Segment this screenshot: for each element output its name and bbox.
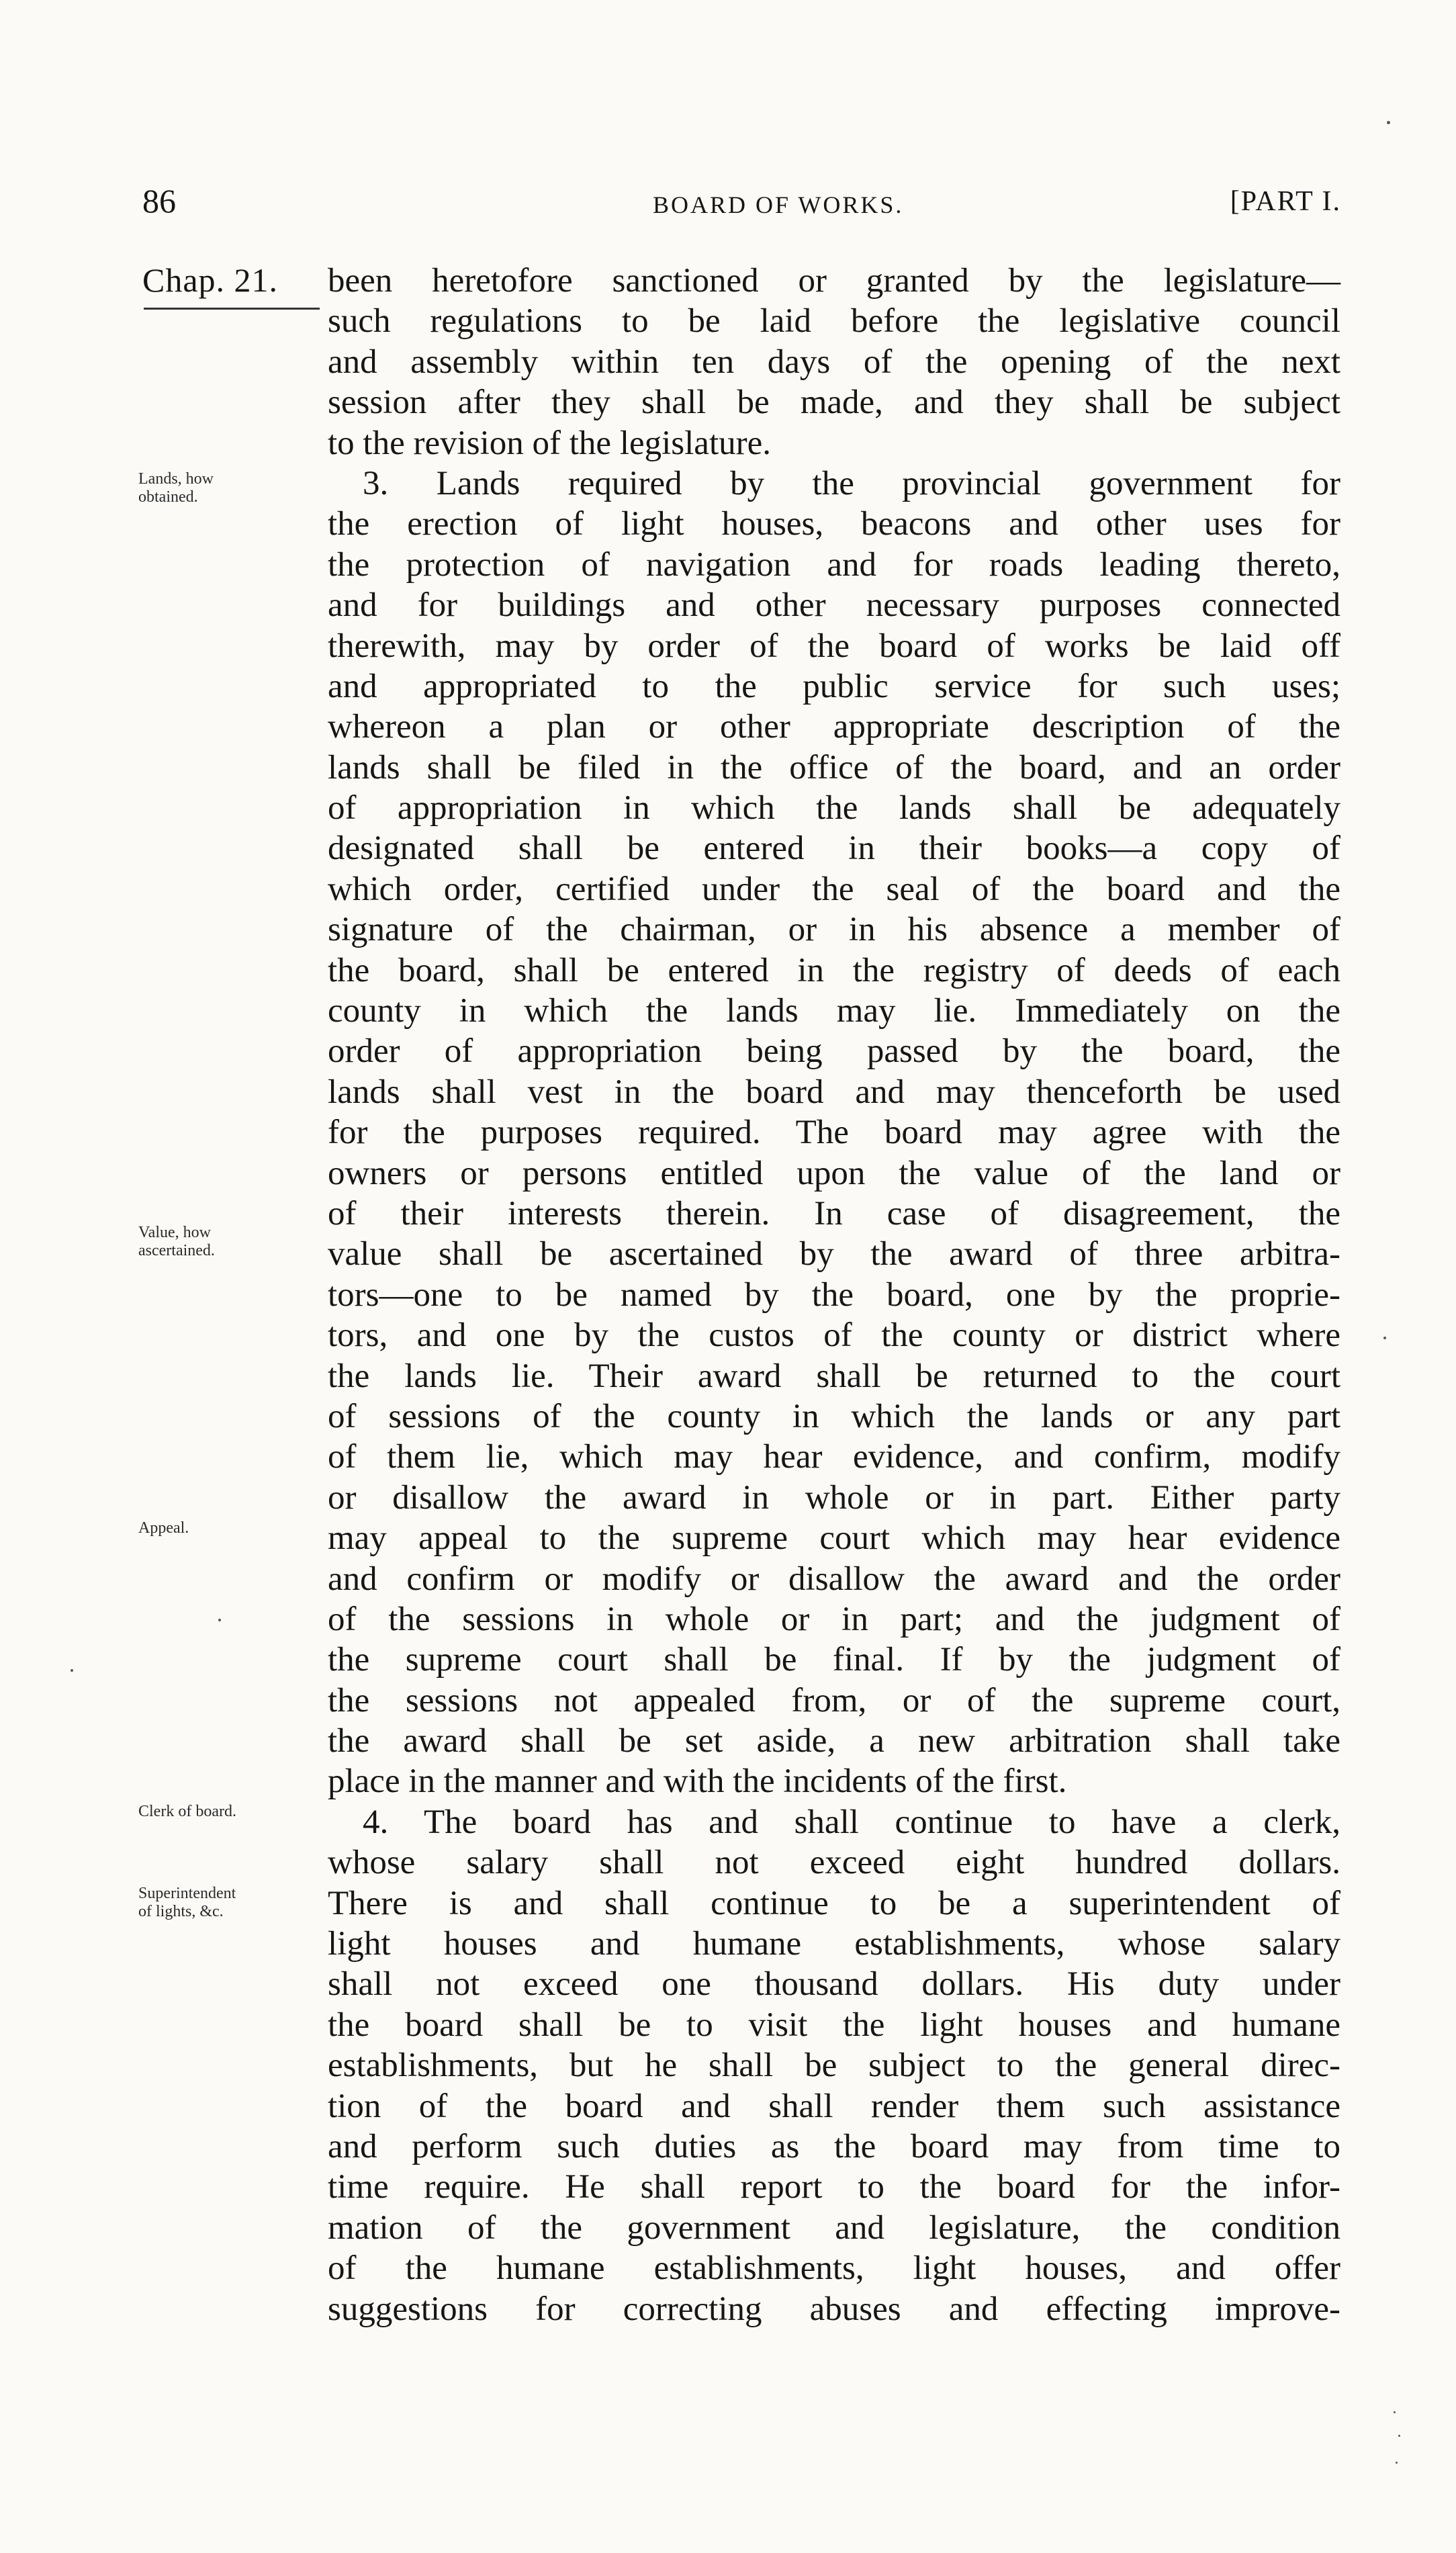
margin-note-superintendent bbox=[138, 1885, 320, 1921]
text-line: been heretofore sanctioned or granted by the legislature— bbox=[328, 262, 1340, 300]
margin-note-line: of lights, &c. bbox=[138, 1903, 224, 1920]
text-line: of sessions of the county in which the lands or any part bbox=[328, 1397, 1340, 1435]
scan-speck bbox=[1396, 2462, 1398, 2464]
scan-speck bbox=[1383, 1337, 1386, 1339]
margin-note-appeal bbox=[138, 1519, 320, 1537]
chapter-label: Chap. 21. bbox=[142, 261, 279, 299]
text-line: or disallow the award in whole or in part. Either party bbox=[328, 1478, 1340, 1517]
text-line: There is and shall continue to be a superintendent of bbox=[328, 1884, 1340, 1922]
text-line: lands shall vest in the board and may thenceforth be used bbox=[328, 1073, 1340, 1111]
margin-note-clerk bbox=[138, 1803, 320, 1821]
body-text bbox=[328, 261, 1340, 2329]
margin-note-line: Clerk of board. bbox=[138, 1803, 236, 1820]
text-line: the award shall be set aside, a new arbitration shall take bbox=[328, 1722, 1340, 1760]
text-line: of their interests therein. In case of disagreement, the bbox=[328, 1194, 1340, 1233]
text-line: tors, and one by the custos of the county or district where bbox=[328, 1316, 1340, 1355]
text-line: the erection of light houses, beacons and other uses for bbox=[328, 505, 1340, 543]
text-line: which order, certified under the seal of the board and the bbox=[328, 870, 1340, 908]
scan-speck bbox=[218, 1619, 221, 1621]
text-line: whereon a plan or other appropriate description of the bbox=[328, 708, 1340, 746]
text-line: place in the manner and with the incidents of the first. bbox=[328, 1762, 1067, 1801]
text-line: owners or persons entitled upon the value of the land or bbox=[328, 1154, 1340, 1192]
margin-note-line: obtained. bbox=[138, 488, 198, 506]
text-line: tors—one to be named by the board, one by the proprie- bbox=[328, 1275, 1340, 1314]
text-line: of the humane establishments, light houses, and offer bbox=[328, 2249, 1340, 2288]
scan-speck bbox=[1398, 2435, 1400, 2437]
text-line: lands shall be filed in the office of the board, and an order bbox=[328, 748, 1340, 787]
margin-note-line: Lands, how bbox=[138, 470, 214, 488]
margin-note-line: Superintendent bbox=[138, 1885, 236, 1902]
text-line: designated shall be entered in their books—a copy of bbox=[328, 830, 1340, 868]
text-line: the lands lie. Their award shall be returned to the court bbox=[328, 1357, 1340, 1395]
text-line: whose salary shall not exceed eight hundred dollars. bbox=[328, 1844, 1340, 1882]
text-line: to the revision of the legislature. bbox=[328, 424, 771, 462]
text-line: therewith, may by order of the board of works be laid off bbox=[328, 627, 1340, 665]
page-header bbox=[142, 181, 1341, 228]
text-line: and confirm or modify or disallow the award and the order bbox=[328, 1560, 1340, 1598]
text-line: light houses and humane establishments, whose salary bbox=[328, 1925, 1340, 1963]
text-line: order of appropriation being passed by the board, the bbox=[328, 1032, 1340, 1071]
page-number: 86 bbox=[142, 182, 176, 220]
text-line: the sessions not appealed from, or of the supreme court, bbox=[328, 1681, 1340, 1719]
chapter-rule bbox=[144, 308, 320, 310]
scan-speck bbox=[1394, 2411, 1396, 2413]
text-line: of appropriation in which the lands shall be adequately bbox=[328, 789, 1340, 827]
text-line: tion of the board and shall render them such assistance bbox=[328, 2087, 1340, 2125]
text-line: time require. He shall report to the board for the infor- bbox=[328, 2168, 1340, 2206]
margin-note-line: Value, how bbox=[138, 1224, 211, 1241]
text-line: of the sessions in whole or in part; and the judgment of bbox=[328, 1600, 1340, 1638]
section-3-start: 3. Lands required by the provincial government for bbox=[363, 464, 1340, 502]
running-head: BOARD OF WORKS. bbox=[653, 191, 904, 218]
text-line: and perform such duties as the board may from time to bbox=[328, 2127, 1340, 2165]
margin-note-value bbox=[138, 1224, 320, 1260]
text-line: session after they shall be made, and they shall be subject bbox=[328, 384, 1340, 422]
text-line: may appeal to the supreme court which may hear evidence bbox=[328, 1519, 1340, 1558]
text-line: signature of the chairman, or in his absence a member of bbox=[328, 911, 1340, 949]
text-line: shall not exceed one thousand dollars. His duty under bbox=[328, 1965, 1340, 2004]
text-line: establishments, but he shall be subject to the general direc- bbox=[328, 2047, 1340, 2085]
text-line: the supreme court shall be final. If by the judgment of bbox=[328, 1641, 1340, 1679]
text-line: mation of the government and legislature, the condition bbox=[328, 2208, 1340, 2247]
scan-speck bbox=[1387, 121, 1390, 124]
part-label: [PART I. bbox=[1230, 186, 1341, 217]
margin-note-lands bbox=[138, 470, 320, 506]
text-line: and for buildings and other necessary purposes connected bbox=[328, 586, 1340, 625]
text-line: and assembly within ten days of the opening of the next bbox=[328, 343, 1340, 381]
margin-note-line: Appeal. bbox=[138, 1519, 189, 1537]
text-line: suggestions for correcting abuses and effecting improve- bbox=[328, 2290, 1340, 2328]
text-line: the board, shall be entered in the registry of deeds of each bbox=[328, 951, 1340, 989]
text-line: value shall be ascertained by the award of three arbitra- bbox=[328, 1235, 1340, 1273]
text-line: for the purposes required. The board may agree with the bbox=[328, 1114, 1340, 1152]
text-line: county in which the lands may lie. Immediately on the bbox=[328, 992, 1340, 1030]
text-line: of them lie, which may hear evidence, and confirm, modify bbox=[328, 1438, 1340, 1476]
scan-speck bbox=[71, 1669, 73, 1672]
text-line: such regulations to be laid before the legislative council bbox=[328, 302, 1340, 341]
text-line: and appropriated to the public service for such uses; bbox=[328, 667, 1340, 705]
text-line: the board shall be to visit the light houses and humane bbox=[328, 2006, 1340, 2044]
section-4-start: 4. The board has and shall continue to have a clerk, bbox=[363, 1803, 1340, 1841]
margin-note-line: ascertained. bbox=[138, 1242, 215, 1259]
text-line: the protection of navigation and for roads leading thereto, bbox=[328, 545, 1340, 584]
